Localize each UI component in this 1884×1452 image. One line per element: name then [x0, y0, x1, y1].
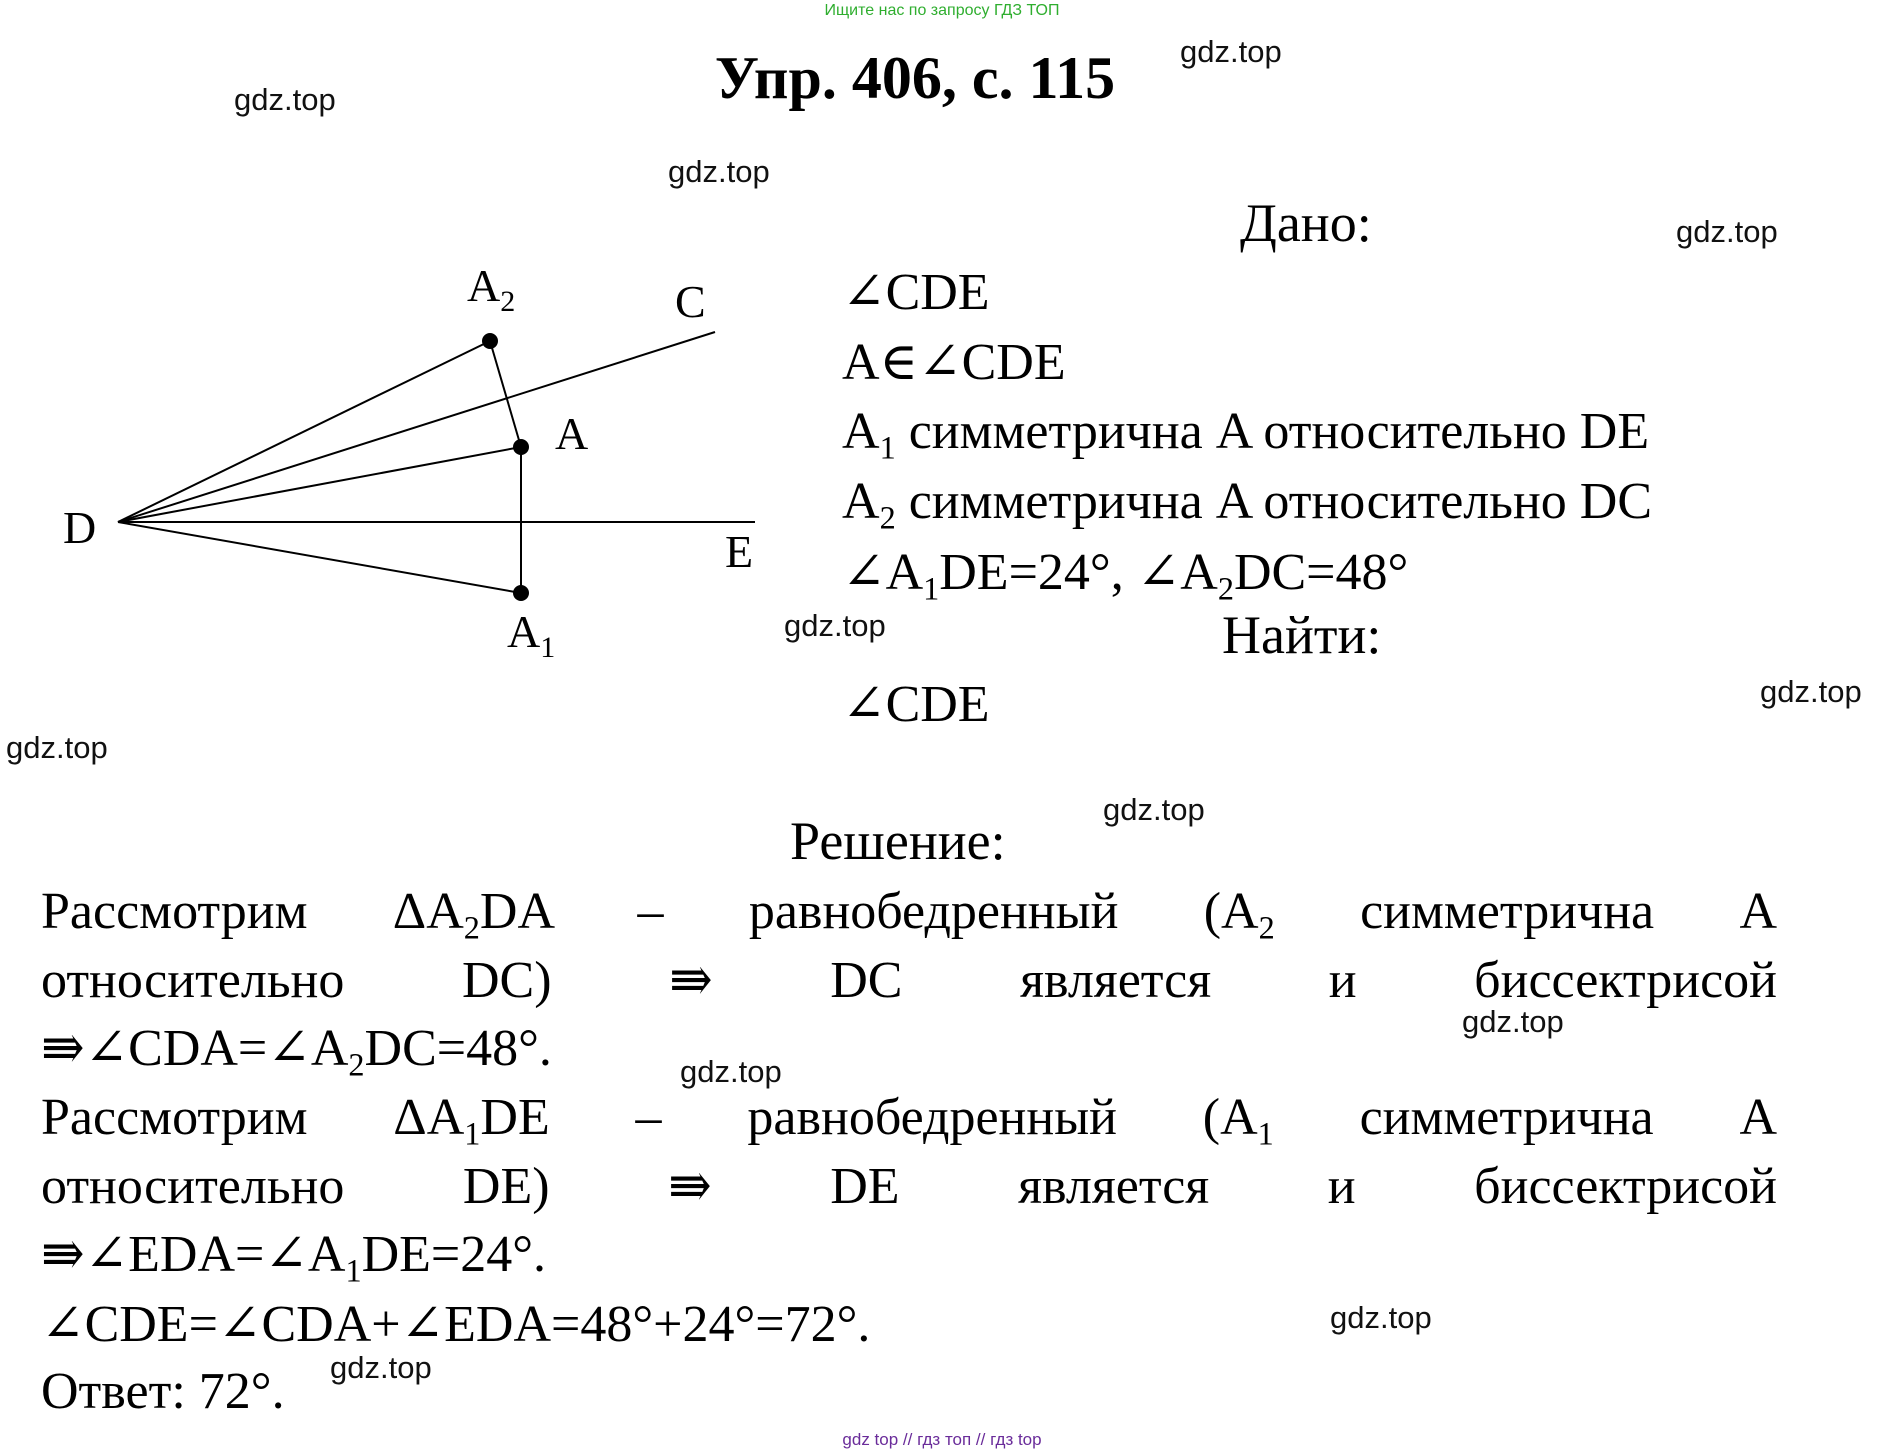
- subscript: 1: [923, 570, 940, 607]
- text: DE – равнобедренный (A: [480, 1089, 1258, 1146]
- subscript: 1: [1257, 1115, 1274, 1152]
- text: DC=48°: [1233, 544, 1409, 601]
- footer-links[interactable]: gdz top // гдз топ // гдз top: [842, 1430, 1042, 1449]
- segment-a2a: [490, 341, 521, 447]
- label-a1-letter: A: [507, 606, 541, 657]
- given-line-point: A∈∠CDE: [842, 334, 1066, 391]
- text: Рассмотрим ΔA: [41, 1089, 465, 1146]
- solution-p2-line3: [41, 1224, 1777, 1289]
- label-a2-subscript: 2: [500, 285, 516, 318]
- label-c: C: [675, 276, 706, 327]
- subscript: 2: [348, 1046, 365, 1083]
- text: A: [842, 473, 880, 530]
- search-banner[interactable]: Ищите нас по запросу ГДЗ ТОП: [824, 2, 1060, 19]
- given-line-angles: [842, 542, 1409, 607]
- watermark: gdz.top: [1180, 34, 1282, 69]
- segment-da2: [118, 341, 490, 522]
- subscript: 1: [464, 1115, 481, 1152]
- watermark: gdz.top: [668, 154, 770, 189]
- label-d: D: [63, 502, 97, 553]
- subscript: 2: [463, 909, 480, 946]
- given-line-angle: ∠CDE: [842, 264, 990, 321]
- text: симметрична A: [1274, 883, 1777, 940]
- text: симметрична A относительно DE: [895, 403, 1650, 460]
- label-e: E: [725, 526, 754, 577]
- text: DA – равнобедренный (A: [479, 883, 1259, 940]
- label-a2: [467, 260, 515, 318]
- given-line-a2: [842, 472, 1653, 536]
- given-title: Дано:: [1240, 193, 1372, 253]
- watermark: gdz.top: [1462, 1004, 1564, 1039]
- text: DE=24°, ∠A: [939, 544, 1218, 601]
- watermark: gdz.top: [1676, 214, 1778, 249]
- find-line: ∠CDE: [842, 676, 990, 733]
- text: симметрична A относительно DC: [895, 473, 1653, 530]
- solution-p1-line3: [41, 1018, 1777, 1083]
- text: ∠A: [842, 544, 924, 601]
- point-a: [513, 439, 529, 455]
- watermark: gdz.top: [784, 608, 886, 643]
- solution-p1-line2: относительно DC) ⇛ DC является и биссектрисой: [41, 952, 1777, 1009]
- watermark: gdz.top: [1103, 792, 1205, 827]
- text: DE=24°.: [361, 1226, 547, 1283]
- text: A: [842, 403, 880, 460]
- label-a: A: [555, 408, 589, 459]
- text: симметрична A: [1273, 1089, 1777, 1146]
- solution-sum-line: ∠CDE=∠CDA+∠EDA=48°+24°=72°.: [41, 1296, 871, 1353]
- geometry-figure: [55, 255, 775, 695]
- solution-p1-line1: [41, 882, 1777, 946]
- label-a1: [507, 606, 555, 664]
- watermark: gdz.top: [234, 82, 336, 117]
- text: DC=48°.: [364, 1020, 552, 1077]
- text: ⇛∠EDA=∠A: [41, 1226, 346, 1283]
- watermark: gdz.top: [1330, 1300, 1432, 1335]
- subscript: 2: [879, 499, 896, 536]
- point-a1: [513, 585, 529, 601]
- watermark: gdz.top: [6, 730, 108, 765]
- watermark: gdz.top: [1760, 674, 1862, 709]
- solution-p2-line2: относительно DE) ⇛ DE является и биссектрисой: [41, 1158, 1777, 1215]
- watermark: gdz.top: [330, 1350, 432, 1385]
- subscript: 2: [1258, 909, 1275, 946]
- solution-title: Решение:: [790, 811, 1006, 871]
- find-title: Найти:: [1222, 605, 1382, 665]
- solution-p2-line1: [41, 1088, 1777, 1152]
- point-a2: [482, 333, 498, 349]
- text: Рассмотрим ΔA: [41, 883, 464, 940]
- label-a1-subscript: 1: [540, 631, 556, 664]
- answer-line: Ответ: 72°.: [41, 1363, 285, 1420]
- exercise-title: Упр. 406, с. 115: [714, 45, 1116, 111]
- segment-da1: [118, 522, 521, 593]
- subscript: 1: [879, 429, 896, 466]
- subscript: 2: [1217, 570, 1234, 607]
- watermark: gdz.top: [680, 1054, 782, 1089]
- label-a2-letter: A: [467, 260, 501, 311]
- ray-dc: [118, 332, 715, 522]
- subscript: 1: [345, 1252, 362, 1289]
- given-line-a1: [842, 402, 1650, 466]
- text: ⇛∠CDA=∠A: [41, 1020, 349, 1077]
